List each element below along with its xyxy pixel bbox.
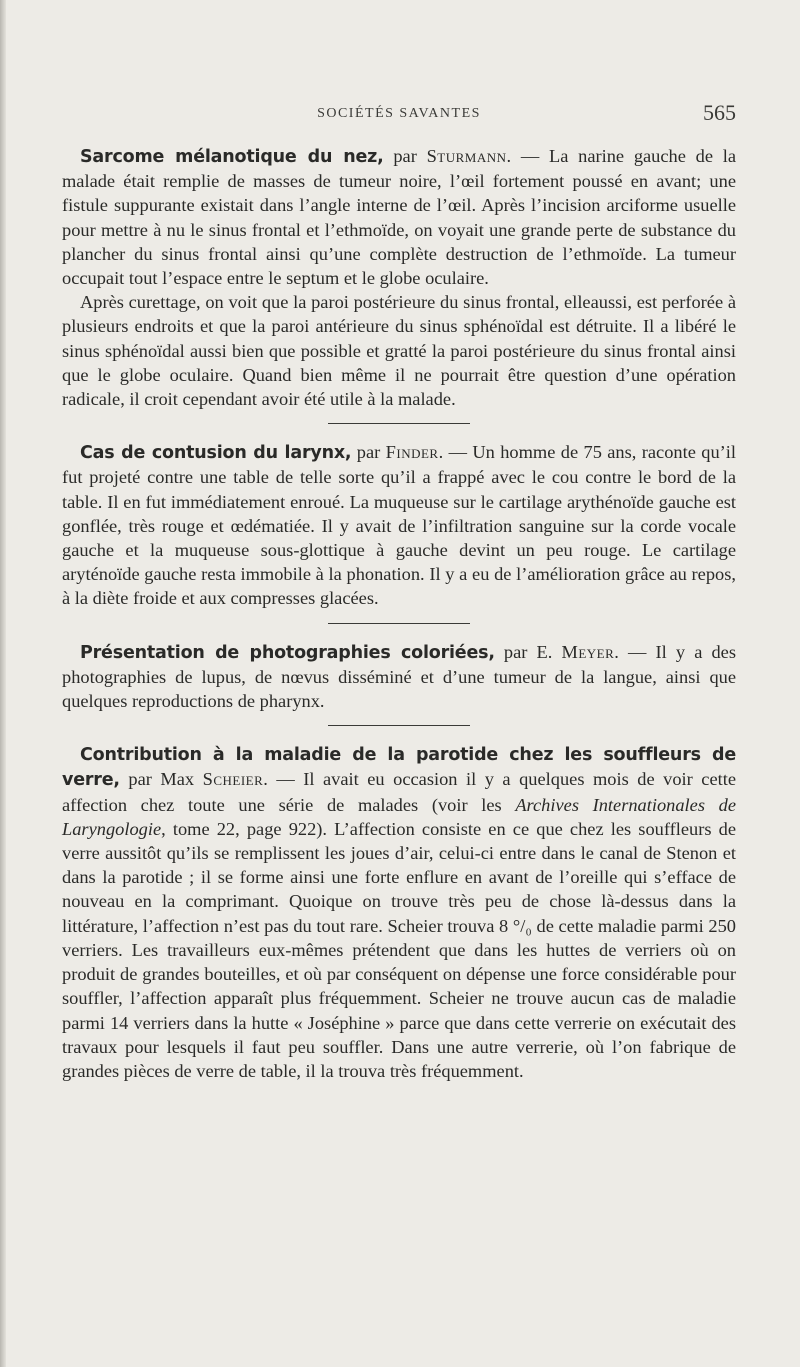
section-photographies [62, 640, 736, 714]
paragraph [62, 742, 736, 1083]
author-name: Finder [385, 442, 439, 463]
paragraph-text: . — La narine gauche de la malade était remplie de masses de tumeur noire, l’œil fortement poussé en avant; une fistule suppurante existait dans l’angle interne de l’œil. Après l’incision arciforme usuelle pour mettre à nu le sinus frontal et l’ethmoïde, on voyait une grande perte de substance du plancher du sinus frontal ainsi qu’une complète destruction de l’ethmoïde. La tumeur occupait tout l’espace entre le septum et le globe oculaire. [62, 146, 736, 289]
journal-title: Archives Internationales de Laryngologie [62, 794, 736, 839]
section-title: Présentation de photographies coloriées, [80, 642, 495, 663]
paragraph-text: . — Il avait eu occasion il y a quelques mois de voir cette affection chez toute une série de malades (voir les [62, 769, 736, 815]
section-title: Contribution à la maladie de la parotide chez les souffleurs de verre, [62, 745, 736, 791]
by-text: par [351, 442, 386, 463]
by-text: par [383, 146, 427, 166]
section-contusion [62, 440, 736, 610]
paragraph [62, 440, 736, 610]
paragraph-text: . — Un homme de 75 ans, raconte qu’il fut projeté contre une table de telle sorte qu’il a frappé avec le cou contre le bord de la table. Il en fut immédiatement enroué. La muqueuse sur le cartilage arythénoïde gauche est gonflée, très rouge et œdématiée. Il y avait de l’infiltration sanguine sur la corde vocale gauche et la muqueuse sous-glottique à gauche devint un peu rouge. Le cartilage aryténoïde gauche resta immobile à la phonation. Il y a eu de l’amélioration grâce au repos, à la diète froide et aux compresses glacées. [62, 442, 736, 609]
section-divider [328, 423, 470, 424]
page-body [62, 144, 736, 1083]
paragraph [62, 144, 736, 290]
author-name: Sturmann [426, 146, 507, 166]
paragraph: Après curettage, on voit que la paroi postérieure du sinus frontal, elleaussi, est perforée à plusieurs endroits et que la paroi antérieure du sinus sphénoïdal est détruite. Il a libéré le sinus sphénoïdal aussi bien que possible et gratté la paroi postérieure du sinus frontal ainsi que le globe oculaire. Quand bien même il ne pourrait être question d’une opération radicale, il croit cependant avoir été utile à la malade. [62, 292, 736, 410]
author-name: Scheier [202, 769, 264, 790]
section-title: Sarcome mélanotique du nez, [80, 147, 384, 167]
page-header [62, 100, 736, 130]
author-name: Meyer [561, 641, 615, 662]
section-divider [328, 623, 470, 624]
section-sarcome [62, 144, 736, 411]
paragraph-text: . — Il y a des photographies de lupus, de nœvus disséminé et d’une tumeur de la langue, ainsi que quelques reproductions de pharynx. [62, 641, 736, 712]
section-parotide [62, 742, 736, 1083]
running-head: SOCIÉTÉS SAVANTES [317, 106, 481, 121]
by-text: par E. [494, 641, 562, 662]
paragraph [62, 640, 736, 714]
section-title: Cas de contusion du larynx, [80, 443, 352, 464]
by-text: par Max [119, 769, 203, 790]
paragraph-text: , tome 22, page 922). L’affection consiste en ce que chez les souffleurs de verre aussitôt qu’ils se remplissent les joues d’air, celui-ci entre dans le canal de Stenon et dans la parotide ; il se forme ainsi une forte enflure en avant de l’oreille qui s’efface de nouveau en la comprimant. Quoique on trouve très peu de chose là-dessus dans la littérature, l’affection n’est pas du tout rare. Scheier trouva 8 °/₀ de cette maladie parmi 250 verriers. Les travailleurs eux-mêmes prétendent que dans les huttes de verriers où on produit de grandes bouteilles, et où par conséquent on dépense une force considérable pour souffler, l’affection apparaît plus fréquemment. Scheier ne trouve aucun cas de maladie parmi 14 verriers dans la hutte « Joséphine » parce que dans cette verrerie on exécutait des travaux pour lesquels il faut peu souffler. Dans une autre verrerie, où l’on fabrique de grandes pièces de verre de table, il la trouva très fréquemment. [62, 818, 736, 1081]
page-number: 565 [703, 100, 736, 125]
section-divider [328, 725, 470, 726]
page-spine-shadow [0, 0, 6, 1367]
